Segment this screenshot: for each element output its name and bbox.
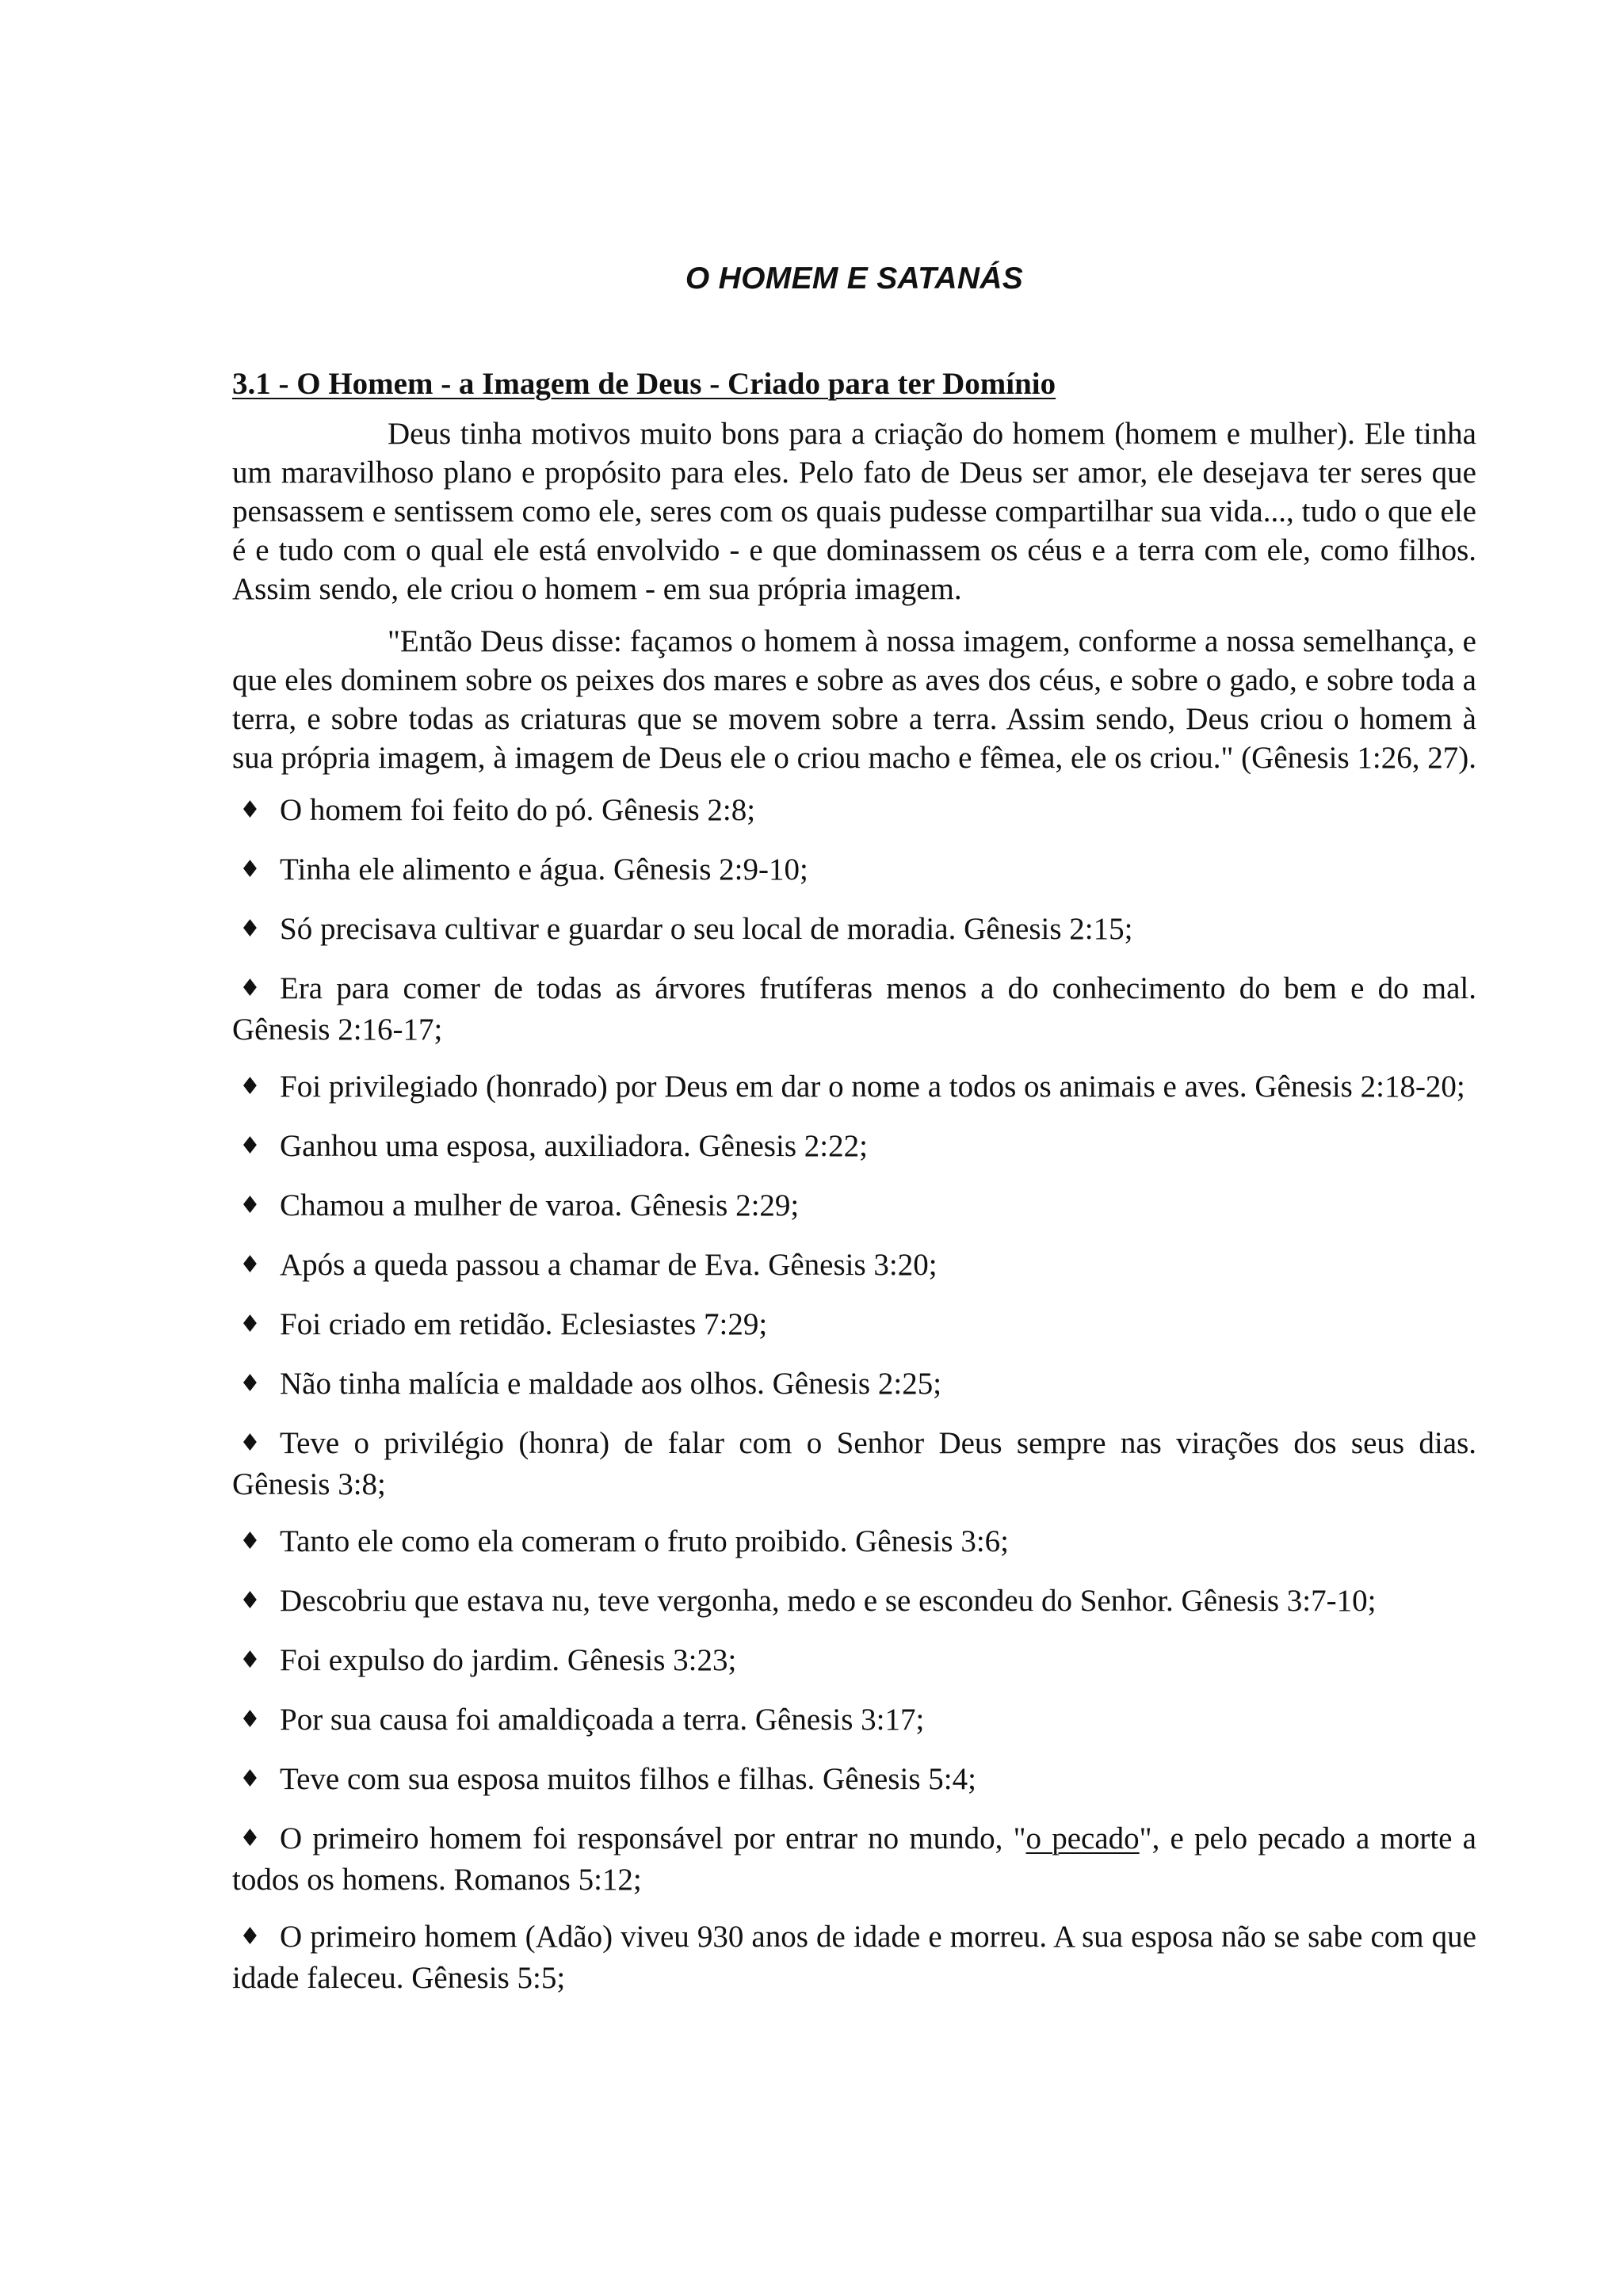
diamond-bullet-icon: ♦ [239, 974, 261, 1002]
list-item [232, 1581, 1476, 1623]
list-item [232, 1700, 1476, 1741]
section-heading: 3.1 - O Homem - a Imagem de Deus - Criado para ter Domínio [232, 367, 1056, 401]
diamond-bullet-icon: ♦ [239, 1191, 261, 1219]
scripture-quote-paragraph: "Então Deus disse: façamos o homem à nossa imagem, conforme a nossa semelhança, e que eles dominem sobre os peixes dos mares e sobre as aves dos céus, e sobre o gado, e sobre toda a terra, e sobre todas as criaturas que se movem sobre a terra. Assim sendo, Deus criou o homem à sua própria imagem, à imagem de Deus ele o criou macho e fêmea, ele os criou." (Gênesis 1:26, 27). [232, 624, 1476, 775]
diamond-bullet-icon: ♦ [239, 1369, 261, 1398]
list-item-text: Tanto ele como ela comeram o fruto proibido. Gênesis 3:6; [280, 1524, 1010, 1558]
list-item-text: O homem foi feito do pó. Gênesis 2:8; [280, 792, 756, 827]
list-item [232, 1067, 1476, 1108]
list-item-text: Teve o privilégio (honra) de falar com o Senhor Deus sempre nas virações dos seus dias. Gênesis 3:8; [232, 1425, 1476, 1501]
list-item-text: O primeiro homem (Adão) viveu 930 anos de idade e morreu. A sua esposa não se sabe com que idade faleceu. Gênesis 5:5; [232, 1919, 1476, 1995]
diamond-bullet-icon: ♦ [239, 914, 261, 943]
list-item-text: Era para comer de todas as árvores frutíferas menos a do conhecimento do bem e do mal. Gênesis 2:16-17; [232, 971, 1476, 1047]
list-item [232, 1641, 1476, 1682]
list-item-text: Não tinha malícia e maldade aos olhos. Gênesis 2:25; [280, 1366, 942, 1401]
list-item-text: Por sua causa foi amaldiçoada a terra. Gênesis 3:17; [280, 1702, 925, 1737]
list-item [232, 1364, 1476, 1405]
list-item [232, 791, 1476, 832]
list-item-text: Teve com sua esposa muitos filhos e filhas. Gênesis 5:4; [280, 1761, 976, 1796]
list-item [232, 1305, 1476, 1346]
list-item-text: Descobriu que estava nu, teve vergonha, medo e se escondeu do Senhor. Gênesis 3:7-10; [280, 1583, 1377, 1618]
list-item [232, 1424, 1476, 1504]
diamond-bullet-icon: ♦ [239, 1646, 261, 1674]
list-item-text-after: ", e pelo pecado a morte a todos os homens. Romanos 5:12; [232, 1821, 1476, 1897]
list-item-text: Foi privilegiado (honrado) por Deus em dar o nome a todos os animais e aves. Gênesis 2:18-20; [280, 1069, 1465, 1104]
list-item [232, 850, 1476, 891]
diamond-bullet-icon: ♦ [239, 1250, 261, 1279]
list-item [232, 969, 1476, 1049]
diamond-bullet-icon: ♦ [239, 1131, 261, 1160]
bullet-list [232, 791, 1476, 1997]
document-page [232, 261, 1476, 2016]
intro-paragraph: Deus tinha motivos muito bons para a criação do homem (homem e mulher). Ele tinha um maravilhoso plano e propósito para eles. Pelo fato de Deus ser amor, ele desejava ter seres que pensassem e sentissem como ele, seres com os quais pudesse compartilhar sua vida..., tudo o que ele é e tudo com o qual ele está envolvido - e que dominassem os céus e a terra com ele, como filhos. Assim sendo, ele criou o homem - em sua própria imagem. [232, 416, 1476, 606]
diamond-bullet-icon: ♦ [239, 1824, 261, 1852]
list-item-text: Foi criado em retidão. Eclesiastes 7:29; [280, 1306, 768, 1341]
list-item [232, 1245, 1476, 1287]
list-item [232, 1186, 1476, 1227]
diamond-bullet-icon: ♦ [239, 1527, 261, 1555]
list-item [232, 1760, 1476, 1801]
diamond-bullet-icon: ♦ [239, 1586, 261, 1615]
diamond-bullet-icon: ♦ [239, 1310, 261, 1338]
diamond-bullet-icon: ♦ [239, 1922, 261, 1951]
list-item-text: Chamou a mulher de varoa. Gênesis 2:29; [280, 1188, 800, 1222]
list-item [232, 1917, 1476, 1997]
list-item-text: Foi expulso do jardim. Gênesis 3:23; [280, 1642, 737, 1677]
list-item [232, 1127, 1476, 1168]
list-item [232, 1819, 1476, 1899]
diamond-bullet-icon: ♦ [239, 1072, 261, 1100]
list-item-text: Tinha ele alimento e água. Gênesis 2:9-10; [280, 852, 808, 887]
diamond-bullet-icon: ♦ [239, 795, 261, 824]
list-item-text: Após a queda passou a chamar de Eva. Gênesis 3:20; [280, 1247, 938, 1282]
diamond-bullet-icon: ♦ [239, 1705, 261, 1733]
diamond-bullet-icon: ♦ [239, 1764, 261, 1793]
list-item [232, 1522, 1476, 1563]
underlined-term: o pecado [1025, 1821, 1140, 1855]
diamond-bullet-icon: ♦ [239, 855, 261, 883]
diamond-bullet-icon: ♦ [239, 1428, 261, 1457]
list-item-text: Ganhou uma esposa, auxiliadora. Gênesis 2:22; [280, 1128, 868, 1163]
page-title: O HOMEM E SATANÁS [685, 261, 1024, 296]
list-item-text: Só precisava cultivar e guardar o seu local de moradia. Gênesis 2:15; [280, 911, 1133, 946]
list-item [232, 910, 1476, 951]
list-item-text-before: O primeiro homem foi responsável por entrar no mundo, " [280, 1821, 1026, 1855]
